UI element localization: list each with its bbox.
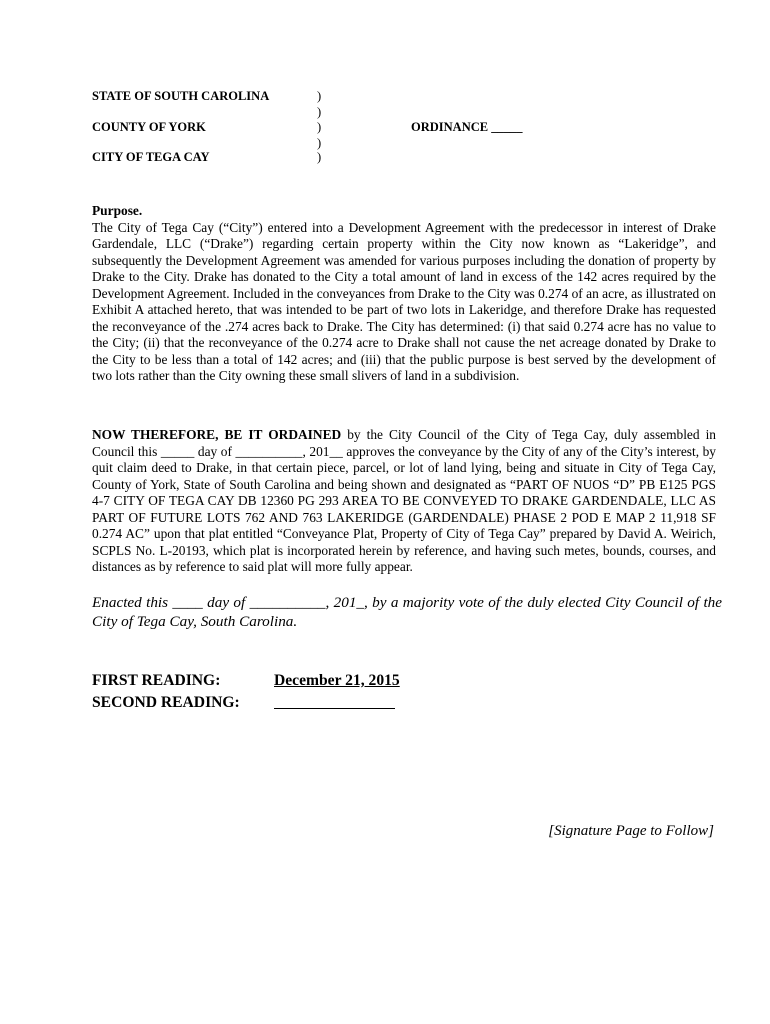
first-reading-label: FIRST READING: — [92, 672, 221, 689]
first-reading-date: December 21, 2015 — [274, 672, 400, 689]
caption-paren: ) — [317, 120, 322, 134]
caption-paren: ) — [317, 89, 322, 103]
signature-page-note: [Signature Page to Follow] — [548, 823, 714, 839]
caption-paren: ) — [317, 150, 322, 164]
caption-paren: ) — [317, 105, 322, 119]
caption-state: STATE OF SOUTH CAROLINA — [92, 89, 270, 103]
purpose-body: The City of Tega Cay (“City”) entered into a Development Agreement with the predecessor in interest of Drake Gardendale, LLC (“Drake”) regarding certain property within the City now known as “Lakeridge”, and subsequently the Development Agreement was amended for various purposes including the donation of property by Drake to the City. Drake has donated to the City a total amount of land in excess of the 142 acres required by the Development Agreement. Included in the conveyances from Drake to the City was 0.274 of an acre, as illustrated on Exhibit A attached hereto, that was intended to be part of two lots in Lakeridge, and therefore Drake has requested the reconveyance of the .274 acres back to Drake. The City has determined: (i) that said 0.274 acre has no value to the City; (ii) that the reconveyance of the 0.274 acre to Drake shall not cause the net acreage donated by Drake to the City to be less than a total of 142 acres; and (iii) that the public purpose is best served by the development of two lots rather than the City owning these small slivers of land in a subdivision. — [92, 219, 716, 383]
ordinance-number: ORDINANCE _____ — [411, 120, 523, 134]
caption-paren: ) — [317, 136, 322, 150]
second-reading-label: SECOND READING: — [92, 694, 240, 711]
ordained-section — [92, 427, 716, 576]
ordained-lead: NOW THEREFORE, BE IT ORDAINED — [92, 427, 342, 442]
ordained-body: by the City Council of the City of Tega Cay, duly assembled in Council this _____ day of __________, 201__ approves the conveyance by the City of any of the City’s interest, by quit claim deed to Drake, in that certain piece, parcel, or lot of land lying, being and situate in City of Tega Cay, County of York, State of South Carolina and being shown and designated as “PART OF NUOS “D” PB E125 PGS 4-7 CITY OF TEGA CAY DB 12360 PG 293 AREA TO BE CONVEYED TO DRAKE GARDENDALE, LLC AS PART OF FUTURE LOTS 762 AND 763 LAKERIDGE (GARDENDALE) PHASE 2 POD E MAP 2 11,918 SF 0.274 AC” upon that plat entitled “Conveyance Plat, Property of City of Tega Cay” prepared by David A. Weirich, SCPLS No. L-20193, which plat is incorporated herein by reference, and having such metes, bounds, courses, and distances as by reference to said plat will more fully appear. — [92, 427, 717, 574]
caption-city: CITY OF TEGA CAY — [92, 150, 210, 164]
caption-county: COUNTY OF YORK — [92, 120, 206, 134]
enacted-clause: Enacted this ____ day of __________, 201_, by a majority vote of the duly elected City Council of the City of Tega Cay, South Carolina. — [92, 594, 722, 630]
purpose-heading: Purpose. — [92, 203, 143, 218]
second-reading-blank — [274, 694, 395, 709]
purpose-section — [92, 203, 716, 385]
